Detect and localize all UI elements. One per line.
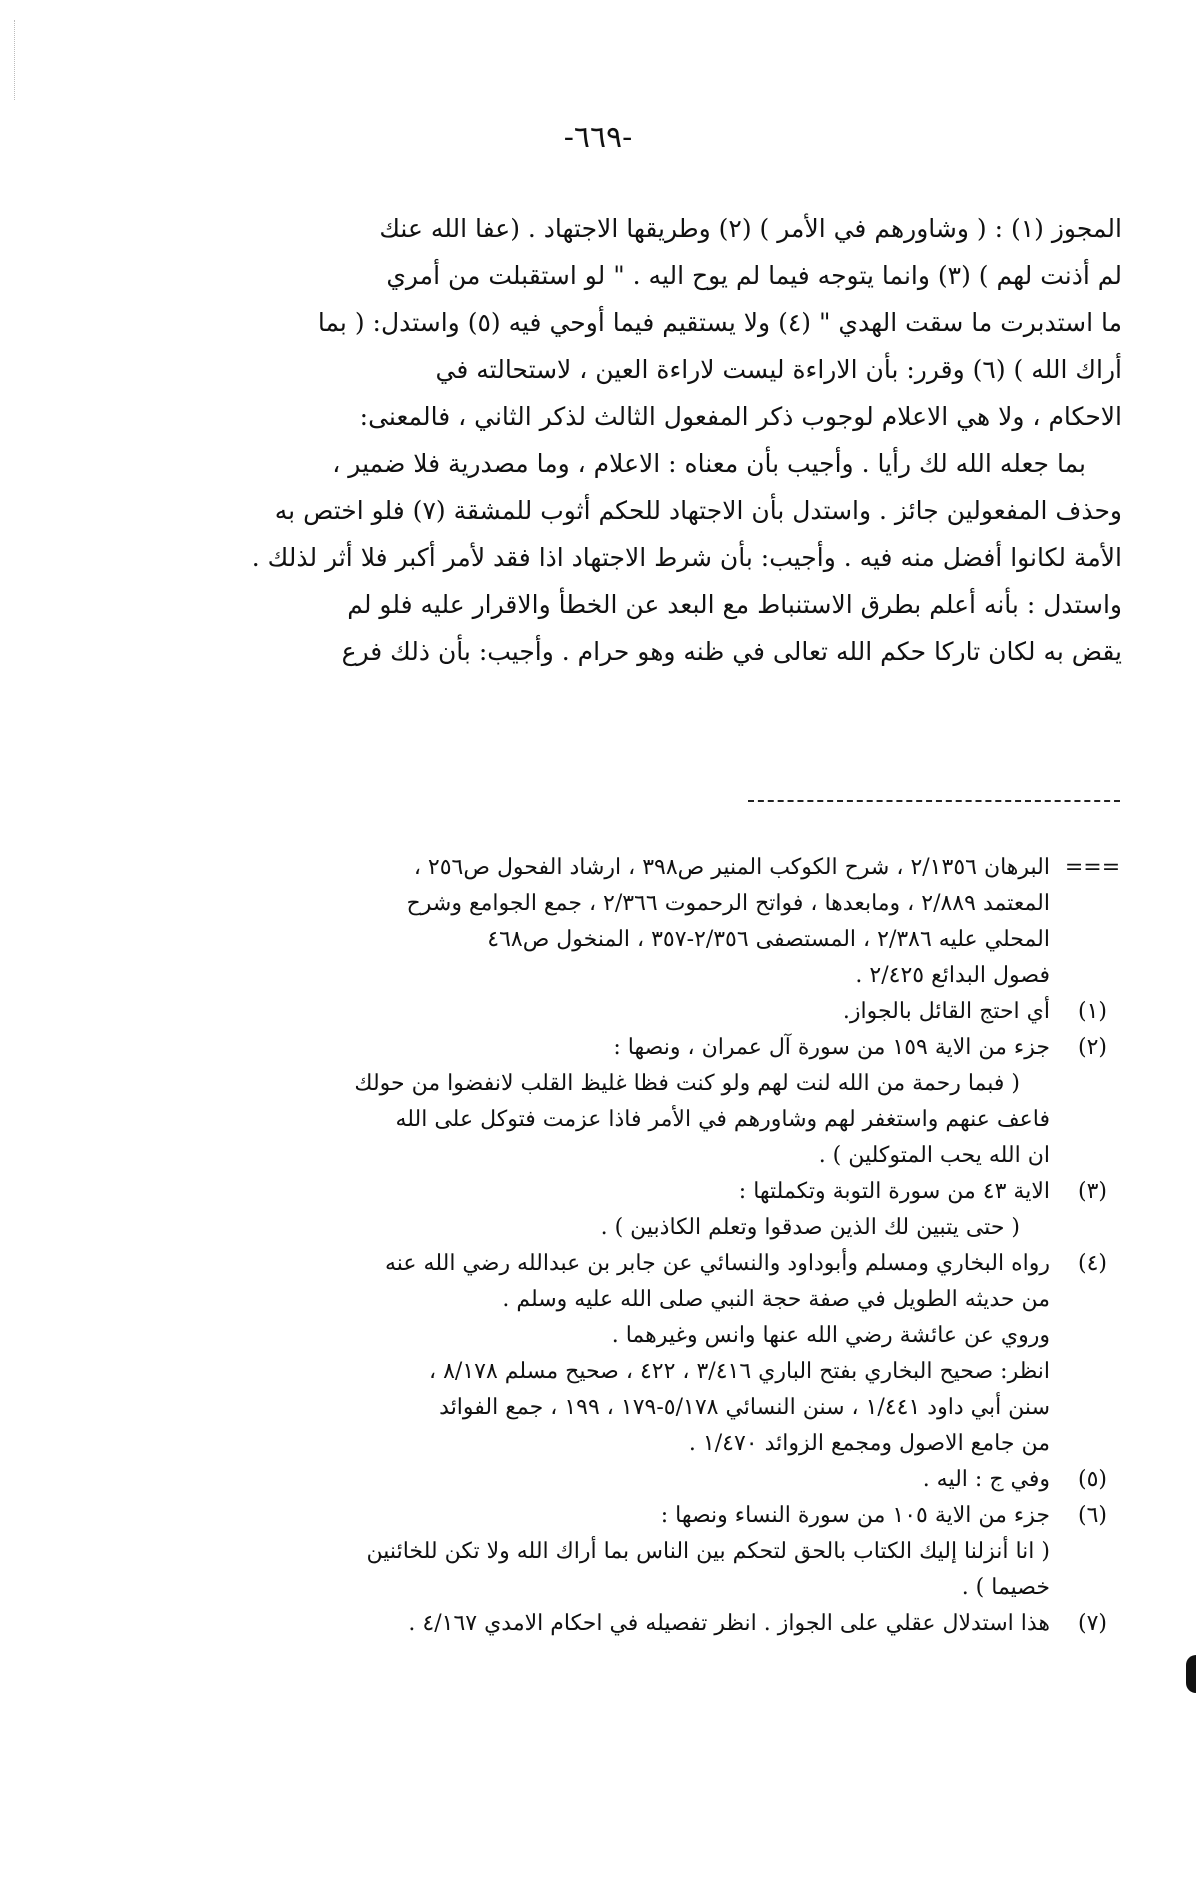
footnote-line: وفي ج : اليه . [922,1467,1050,1492]
footnote-5 [160,1462,1135,1498]
footnote-marker: (٦) [1077,1503,1107,1528]
main-text-line: المجوز (١) : ( وشاورهم في الأمر ) (٢) وطريقها الاجتهاد . (عفا الله عنك [379,214,1122,243]
footnote-line: الاية ٤٣ من سورة التوبة وتكملتها : [738,1179,1050,1204]
main-text-line: ما استدبرت ما سقت الهدي " (٤) ولا يستقيم فيما أوحي فيه (٥) واستدل: ( بما [317,308,1122,337]
footnote-line: سنن أبي داود ١/٤٤١ ، سنن النسائي ٥/١٧٨-١٧٩ ، ١٩٩ ، جمع الفوائد [439,1395,1050,1420]
footnote-2 [160,1030,1135,1174]
footnote-line: ( حتى يتبين لك الذين صدقوا وتعلم الكاذبين ) . [600,1215,1020,1240]
footnote-line: فاعف عنهم واستغفر لهم وشاورهم في الأمر فاذا عزمت فتوكل على الله [395,1107,1050,1132]
footnote-4 [160,1246,1135,1462]
footnote-line: ان الله يحب المتوكلين ) . [818,1143,1050,1168]
footnote-continuation [160,850,1135,994]
footnote-marker: (٢) [1077,1035,1107,1060]
footnote-line: جزء من الاية ١٥٩ من سورة آل عمران ، ونصها : [613,1035,1050,1060]
footnote-1 [160,994,1135,1030]
main-text-block [222,205,1122,675]
footnote-line: من جامع الاصول ومجمع الزوائد ١/٤٧٠ . [688,1431,1050,1456]
main-text-line: الأمة لكانوا أفضل منه فيه . وأجيب: بأن شرط الاجتهاد اذا فقد لأمر أكبر فلا أثر لذلك . [251,543,1122,572]
footnote-line: من حديثه الطويل في صفة حجة النبي صلى الله عليه وسلم . [502,1287,1050,1312]
footnote-line: فصول البدائع ٢/٤٢٥ . [855,963,1050,988]
main-text-line: الاحكام ، ولا هي الاعلام لوجوب ذكر المفعول الثالث لذكر الثاني ، فالمعنى: [359,402,1122,431]
footnote-3 [160,1174,1135,1246]
footnote-line: خصيما ) . [961,1575,1050,1600]
footnote-line: انظر: صحيح البخاري بفتح الباري ٣/٤١٦ ، ٤٢٢ ، صحيح مسلم ٨/١٧٨ ، [429,1359,1050,1384]
footnote-line: أي احتج القائل بالجواز. [842,999,1050,1024]
footnote-marker: (٤) [1077,1251,1107,1276]
footnote-marker: === [1064,855,1121,880]
scan-edge-mark [1186,1655,1196,1693]
scan-artifact [14,20,17,100]
footnote-line: ( فبما رحمة من الله لنت لهم ولو كنت فظا غليظ القلب لانفضوا من حولك [354,1071,1020,1096]
page-number: -٦٦٩- [563,120,633,155]
main-text-line: لم أذنت لهم ) (٣) وانما يتوجه فيما لم يوح اليه . " لو استقبلت من أمري [386,261,1122,290]
footnote-line: البرهان ٢/١٣٥٦ ، شرح الكوكب المنير ص٣٩٨ ، ارشاد الفحول ص٢٥٦ ، [413,855,1050,880]
footnote-6 [160,1498,1135,1606]
main-text-line: يقض به لكان تاركا حكم الله تعالى في ظنه وهو حرام . وأجيب: بأن ذلك فرع [341,637,1122,666]
main-text-line: بما جعله الله لك رأيا . وأجيب بأن معناه : الاعلام ، وما مصدرية فلا ضمير ، [332,449,1086,478]
footnote-marker: (٥) [1077,1467,1107,1492]
footnote-line: جزء من الاية ١٠٥ من سورة النساء ونصها : [660,1503,1050,1528]
footnote-marker: (٣) [1077,1179,1107,1204]
footnote-line: ( انا أنزلنا إليك الكتاب بالحق لتحكم بين الناس بما أراك الله ولا تكن للخائنين [366,1539,1050,1564]
footnote-line: رواه البخاري ومسلم وأبوداود والنسائي عن جابر بن عبدالله رضي الله عنه [384,1251,1050,1276]
footnote-marker: (٧) [1077,1611,1107,1636]
footnote-line: هذا استدلال عقلي على الجواز . انظر تفصيله في احكام الامدي ٤/١٦٧ . [408,1611,1050,1636]
main-text-line: أراك الله ) (٦) وقرر: بأن الاراءة ليست لاراءة العين ، لاستحالته في [435,355,1122,384]
footnote-7 [160,1606,1135,1642]
footnotes-block [160,850,1135,1642]
main-text-line: واستدل : بأنه أعلم بطرق الاستنباط مع البعد عن الخطأ والاقرار عليه فلو لم [347,590,1122,619]
footnote-line: وروي عن عائشة رضي الله عنها وانس وغيرهما . [611,1323,1050,1348]
footnote-separator [748,800,1120,802]
footnote-marker: (١) [1077,999,1107,1024]
footnote-line: المعتمد ٢/٨٨٩ ، ومابعدها ، فواتح الرحموت ٢/٣٦٦ ، جمع الجوامع وشرح [406,891,1050,916]
footnote-line: المحلي عليه ٢/٣٨٦ ، المستصفى ٢/٣٥٦-٣٥٧ ، المنخول ص٤٦٨ [487,927,1050,952]
main-text-line: وحذف المفعولين جائز . واستدل بأن الاجتهاد للحكم أثوب للمشقة (٧) فلو اختص به [274,496,1122,525]
